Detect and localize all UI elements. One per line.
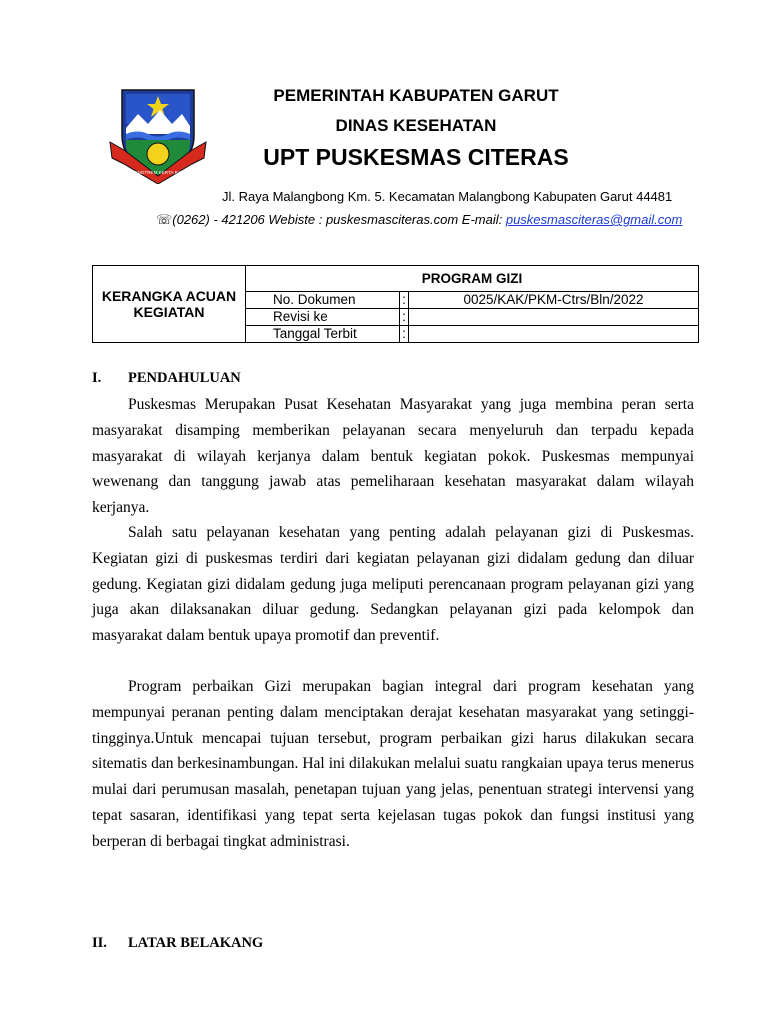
contact-text: (0262) - 421206 Webiste : puskesmasciteras.com E-mail: [172, 212, 506, 227]
phone-icon: ☏ [156, 212, 173, 227]
institution-name: UPT PUSKESMAS CITERAS [263, 144, 569, 170]
colon-separator: : [400, 292, 409, 309]
document-number-value: 0025/KAK/PKM-Ctrs/Bln/2022 [409, 292, 699, 309]
section-number: I. [92, 370, 102, 386]
document-type-title: KERANGKA ACUAN KEGIATAN [93, 266, 246, 343]
section-title: PENDAHULUAN [128, 370, 241, 386]
paragraph-text: Program perbaikan Gizi merupakan bagian integral dari program kesehatan yang mempunyai peranan penting dalam menciptakan derajat kesehatan masyarakat yang setinggi-tingginya.Untuk mencapai tujuan tersebut, program perbaikan gizi harus dilakukan secara sitematis dan berkesinambungan. Hal ini dilakukan melalui suatu rangkaian upaya terus menerus mulai dari perumusan masalah, penetapan tujuan yang jelas, penentuan strategi intervensi yang tepat sasaran, identifikasi yang tepat serta kejelasan tugas pokok dan fungsi institusi yang berperan di berbagai tingkat administrasi. [92, 678, 694, 850]
paragraph [92, 520, 694, 649]
logo-motto: TATA TENGTREM KERTA RAHARJA [119, 170, 197, 175]
government-name: PEMERINTAH KABUPATEN GARUT [273, 86, 559, 105]
document-info-table [92, 265, 699, 343]
section-heading-latar-belakang [92, 935, 263, 952]
paragraph-text: Puskesmas Merupakan Pusat Kesehatan Masyarakat yang juga membina peran serta masyarakat disamping memberikan pelayanan secara menyeluruh dan terpadu kepada masyarakat di wilayah kerjanya dalam bentuk kegiatan pokok. Puskesmas mempunyai wewenang dan tanggung jawab atas pemeliharaan kesehatan masyarakat dalam wilayah kerjanya. [92, 396, 694, 517]
publish-date-label: Tanggal Terbit [246, 326, 400, 343]
colon-separator: : [400, 326, 409, 343]
department-name: DINAS KESEHATAN [335, 116, 497, 135]
colon-separator: : [400, 309, 409, 326]
paragraph-text: Salah satu pelayanan kesehatan yang penting adalah pelayanan gizi di Puskesmas. Kegiatan gizi di puskesmas terdiri dari kegiatan pelayanan gizi didalam gedung dan diluar gedung. Kegiatan gizi didalam gedung juga meliputi perencanaan program pelayanan gizi yang juga akan dilaksanakan diluar gedung. Sedangkan pelayanan gizi pada kelompok dan masyarakat dalam bentuk upaya promotif dan preventif. [92, 524, 694, 645]
garut-regency-crest-logo [108, 84, 208, 184]
paragraph [92, 392, 694, 521]
program-title: PROGRAM GIZI [246, 266, 699, 292]
address-line: Jl. Raya Malangbong Km. 5. Kecamatan Malangbong Kabupaten Garut 44481 [222, 189, 673, 204]
paragraph [92, 674, 694, 855]
revision-value [409, 309, 699, 326]
section-heading-pendahuluan [92, 370, 241, 387]
section-number: II. [92, 935, 107, 951]
contact-line [156, 212, 682, 228]
email-link[interactable]: puskesmasciteras@gmail.com [505, 212, 683, 227]
revision-label: Revisi ke [246, 309, 400, 326]
publish-date-value [409, 326, 699, 343]
section-title: LATAR BELAKANG [128, 935, 264, 951]
document-number-label: No. Dokumen [246, 292, 400, 309]
